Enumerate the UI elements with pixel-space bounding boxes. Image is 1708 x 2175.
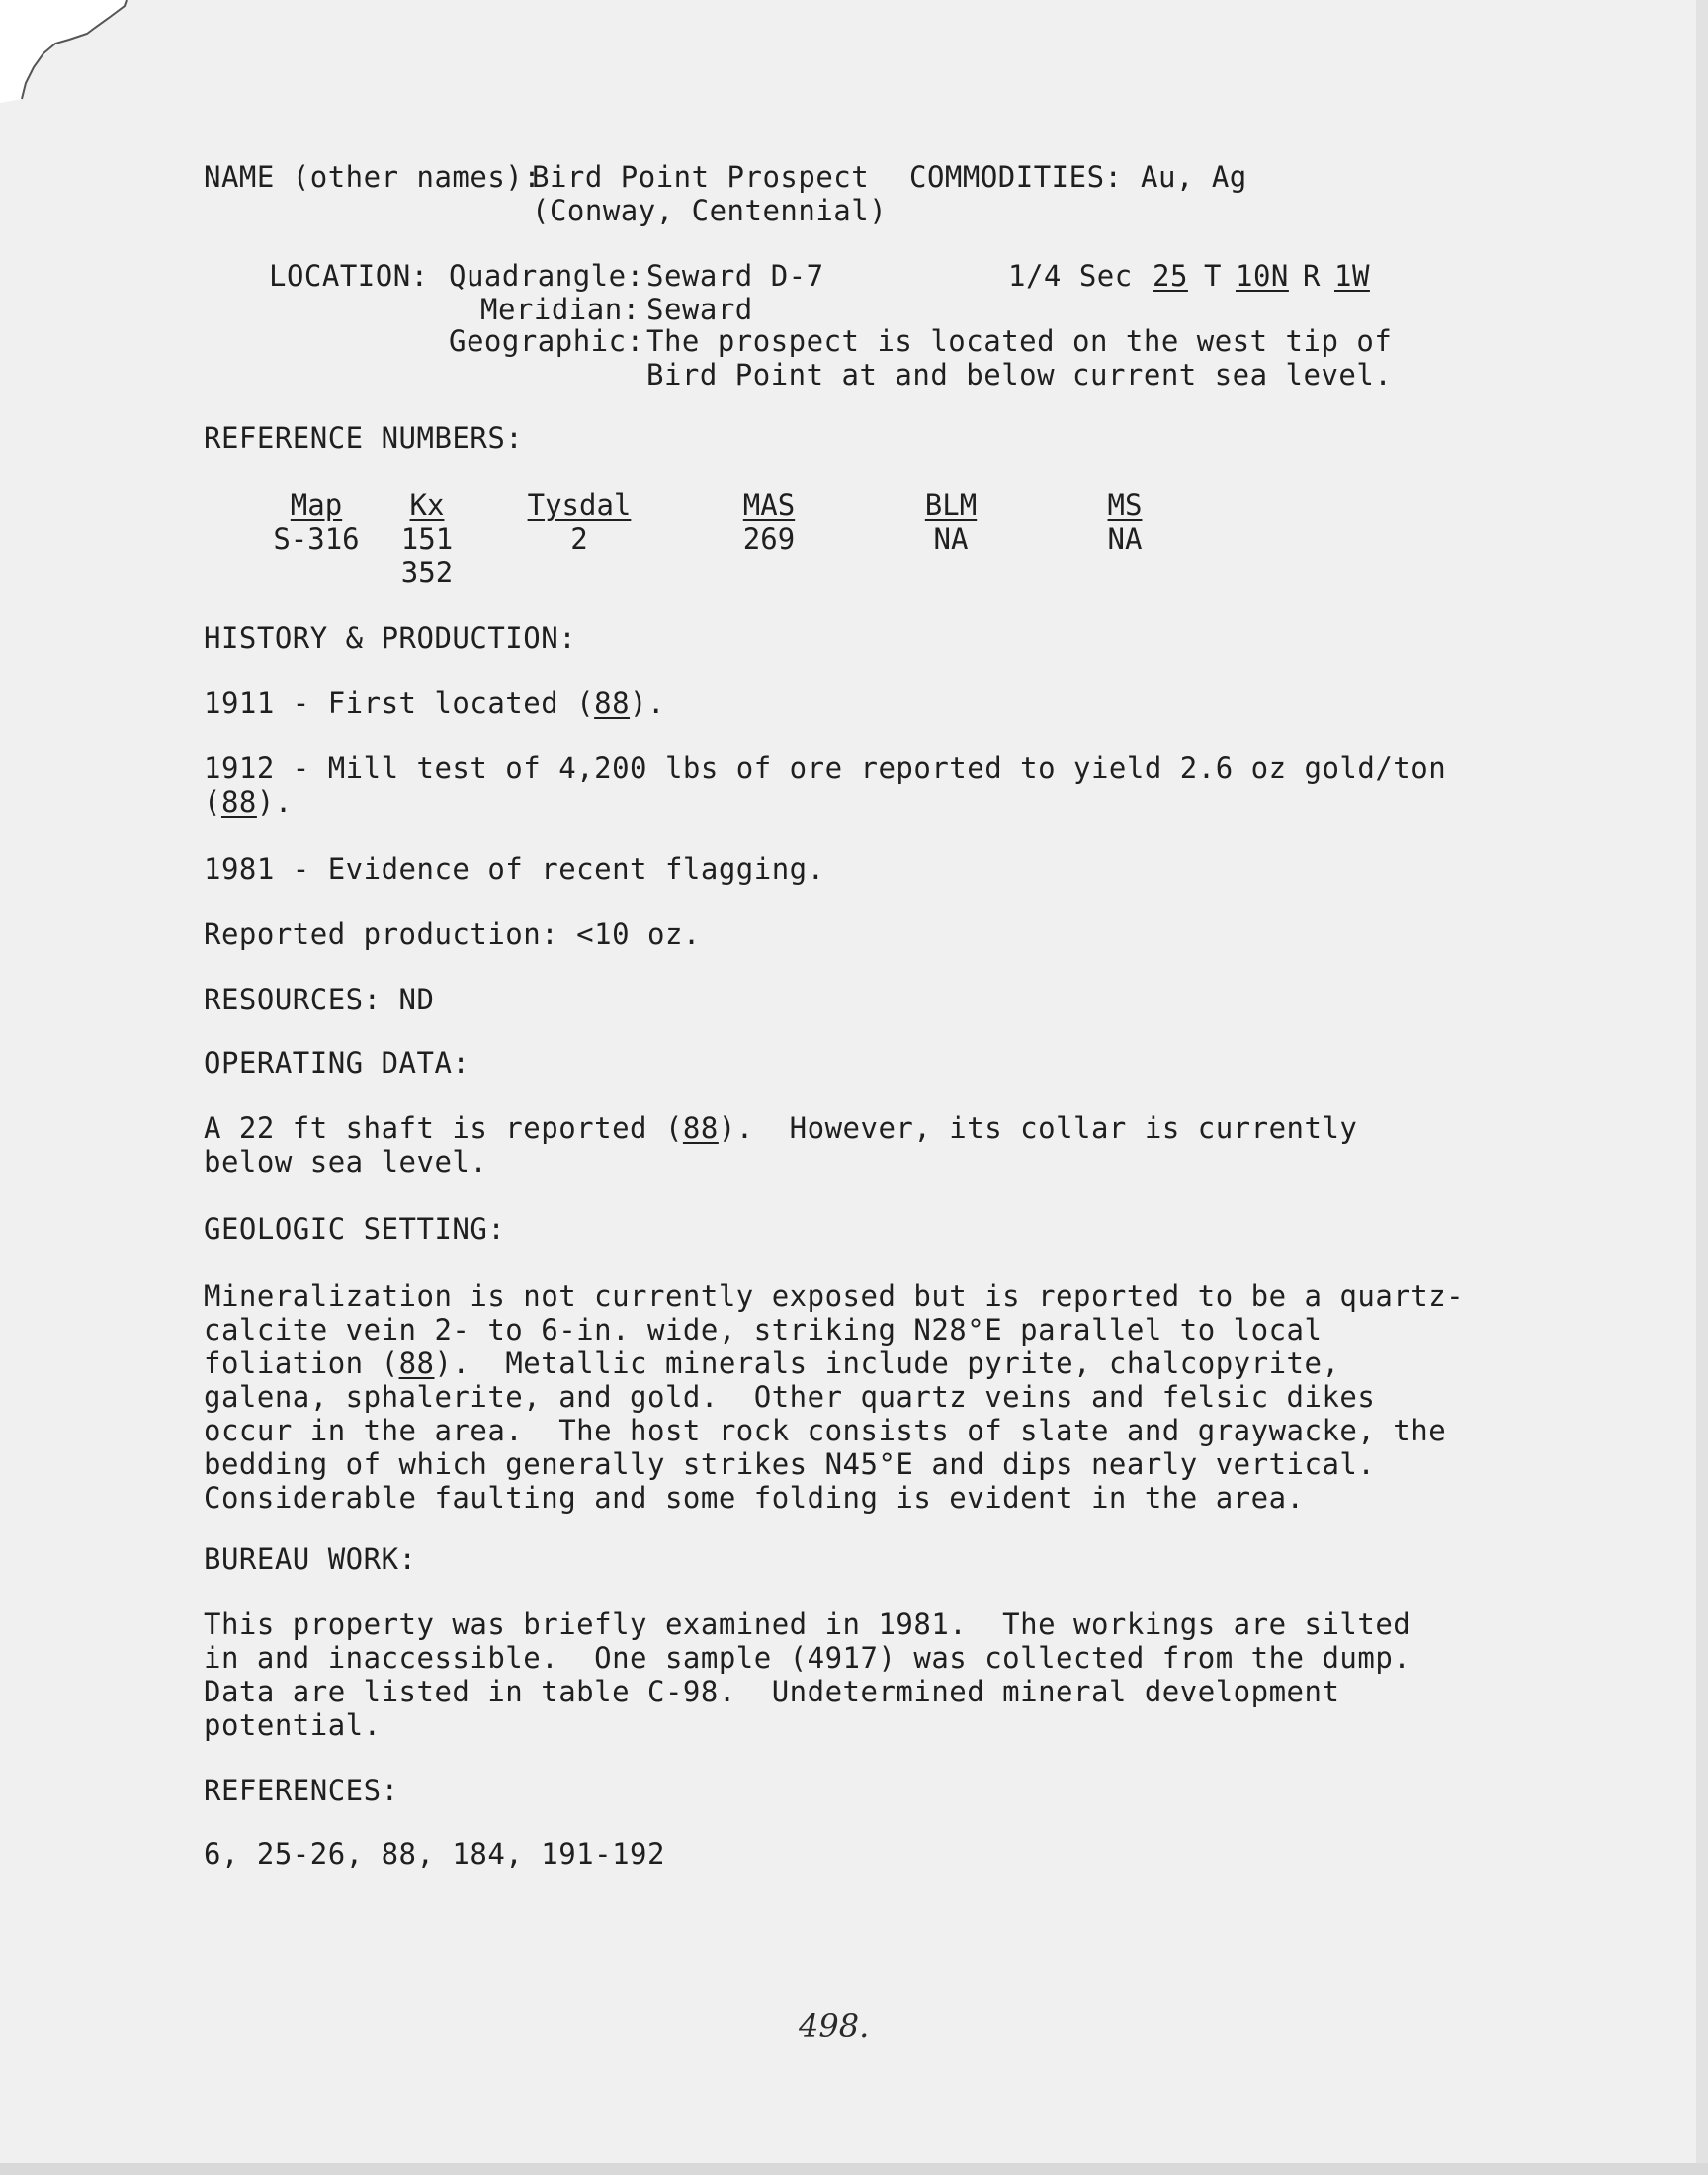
geologic-line-7: Considerable faulting and some folding is evident in the area. <box>204 1481 1305 1515</box>
township-value: 10N <box>1236 259 1289 293</box>
ref-col-value: NA <box>1107 522 1143 556</box>
references-value: 6, 25-26, 88, 184, 191-192 <box>204 1837 665 1870</box>
ref-col-tysdal <box>520 488 639 556</box>
geologic-line-5: occur in the area. The host rock consists of slate and graywacke, the <box>204 1414 1447 1447</box>
history-1911: 1911 - First located (88). <box>204 686 665 720</box>
ref-col-value: NA <box>933 522 969 556</box>
bureau-label: BUREAU WORK: <box>204 1542 417 1576</box>
meridian-label: Meridian: <box>480 293 640 326</box>
quadrangle-label: Quadrangle: <box>449 259 644 293</box>
ref-col-ms <box>1097 488 1153 556</box>
bureau-line-2: in and inaccessible. One sample (4917) was collected from the dump. <box>204 1641 1411 1675</box>
ref-col-value: 151 <box>400 522 454 556</box>
township-label: T <box>1204 259 1222 293</box>
torn-corner <box>0 0 148 119</box>
commodities-value: Au, Ag <box>1141 160 1247 194</box>
geologic-line-4: galena, sphalerite, and gold. Other quartz veins and felsic dikes <box>204 1380 1376 1414</box>
quadrangle-value: Seward D-7 <box>646 259 824 293</box>
geologic-line-3: foliation (88). Metallic minerals include pyrite, chalcopyrite, <box>204 1347 1340 1380</box>
operating-label: OPERATING DATA: <box>204 1046 470 1080</box>
history-label: HISTORY & PRODUCTION: <box>204 621 577 654</box>
geologic-label: GEOLOGIC SETTING: <box>204 1212 506 1246</box>
geologic-line-6: bedding of which generally strikes N45°E and dips nearly vertical. <box>204 1447 1376 1481</box>
sec-label: 1/4 Sec <box>1008 259 1133 293</box>
commodities-label: COMMODITIES: <box>909 160 1123 194</box>
name-value: Bird Point Prospect <box>532 160 870 194</box>
other-names: (Conway, Centennial) <box>532 194 888 227</box>
geographic-label: Geographic: <box>449 324 644 358</box>
page-number: 498. <box>799 2007 870 2044</box>
geographic-line-1: The prospect is located on the west tip of <box>646 324 1393 358</box>
geographic-line-2: Bird Point at and below current sea level. <box>646 358 1393 392</box>
reported-production: Reported production: <10 oz. <box>204 917 701 951</box>
history-1912-line-2: (88). <box>204 785 293 819</box>
range-value: 1W <box>1334 259 1370 293</box>
resources: RESOURCES: ND <box>204 983 435 1016</box>
ref-col-kx <box>387 488 467 589</box>
meridian-value: Seward <box>646 293 753 326</box>
bureau-line-4: potential. <box>204 1708 382 1742</box>
ref-col-header: BLM <box>924 488 978 522</box>
ref-col-value: 269 <box>742 522 796 556</box>
ref-col-header: MS <box>1107 488 1143 522</box>
sec-value: 25 <box>1153 259 1188 293</box>
ref-col-header: Map <box>290 488 343 522</box>
location-label: LOCATION: <box>269 259 429 293</box>
range-label: R <box>1303 259 1321 293</box>
ref-col-header: Tysdal <box>527 488 632 522</box>
ref-col-header: Kx <box>409 488 445 522</box>
operating-line-2: below sea level. <box>204 1145 488 1178</box>
ref-col-map <box>267 488 366 556</box>
bureau-line-1: This property was briefly examined in 1981. The workings are silted <box>204 1608 1411 1641</box>
ref-col-blm <box>911 488 990 556</box>
geologic-line-2: calcite vein 2- to 6-in. wide, striking N28°E parallel to local <box>204 1313 1323 1347</box>
name-label: NAME (other names): <box>204 160 542 194</box>
ref-col-value: S-316 <box>273 522 360 556</box>
references-label: REFERENCES: <box>204 1774 399 1807</box>
operating-line-1: A 22 ft shaft is reported (88). However, its collar is currently <box>204 1111 1358 1145</box>
bureau-line-3: Data are listed in table C-98. Undetermined mineral development <box>204 1675 1340 1708</box>
ref-col-value: 2 <box>570 522 588 556</box>
geologic-line-1: Mineralization is not currently exposed but is reported to be a quartz- <box>204 1279 1465 1313</box>
page-edge-bottom <box>0 2163 1708 2175</box>
ref-col-value: 352 <box>400 556 454 589</box>
ref-col-header: MAS <box>742 488 796 522</box>
history-1912-line-1: 1912 - Mill test of 4,200 lbs of ore reported to yield 2.6 oz gold/ton <box>204 751 1447 785</box>
history-1981: 1981 - Evidence of recent flagging. <box>204 852 825 886</box>
ref-col-mas <box>731 488 807 556</box>
page-edge-right <box>1696 0 1708 2175</box>
reference-numbers-label: REFERENCE NUMBERS: <box>204 421 524 455</box>
